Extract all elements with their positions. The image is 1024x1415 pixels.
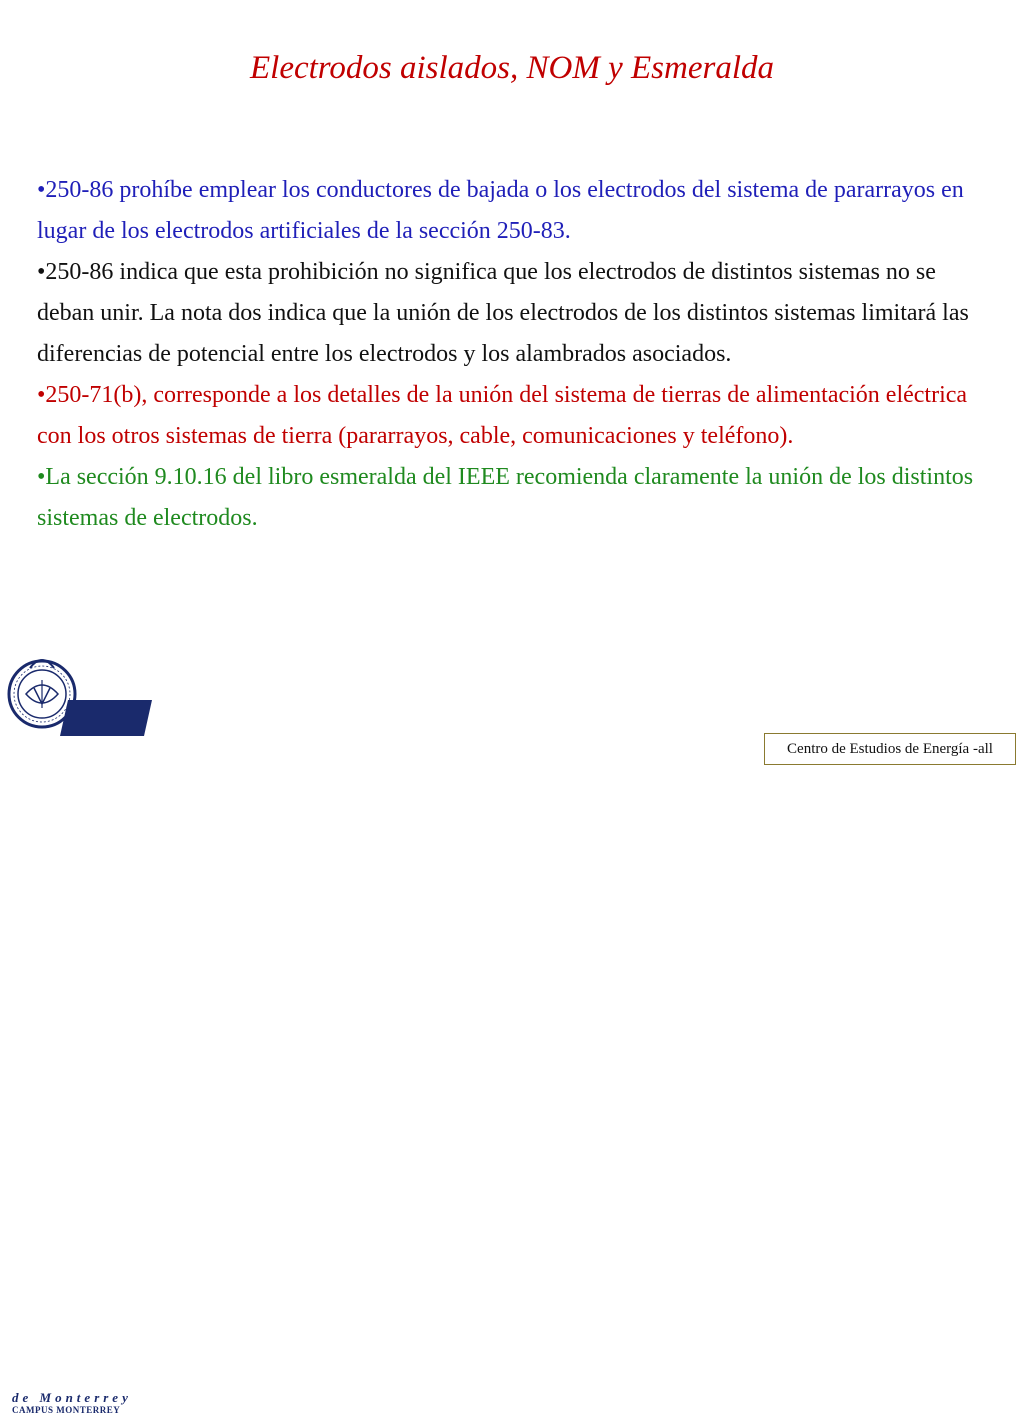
slide-title: Electrodos aislados, NOM y Esmeralda — [250, 50, 774, 86]
tec-seal-icon — [4, 650, 154, 768]
tec-wordmark: Tec — [74, 1341, 131, 1386]
de-monterrey-text: de Monterrey — [12, 1390, 132, 1405]
campus-text: CAMPUS MONTERREY — [12, 1405, 121, 1415]
bullet-4: •La sección 9.10.16 del libro esmeralda del IEEE recomienda claramente la unión de los distintos sistemas de electrodos. — [37, 464, 974, 531]
bullet-1: •250-86 prohíbe emplear los conductores de bajada o los electrodos del sistema de pararrayos en lugar de los electrodos artificiales de la sección 250-83. — [37, 177, 964, 244]
tec-logo — [4, 650, 154, 1415]
bullet-3: •250-71(b), corresponde a los detalles de la unión del sistema de tierras de alimentación eléctrica con los otros sistemas de tierra (pararrayos, cable, comunicaciones y teléfono). — [37, 382, 968, 449]
slide-body — [37, 170, 987, 539]
footer-label: Centro de Estudios de Energía -all — [764, 733, 1016, 765]
bullet-2: •250-86 indica que esta prohibición no significa que los electrodos de distintos sistemas no se deban unir. La nota dos indica que la unión de los electrodos de los distintos sistemas limitará las diferencias de potencial entre los electrodos y los alambrados asociados. — [37, 259, 969, 367]
